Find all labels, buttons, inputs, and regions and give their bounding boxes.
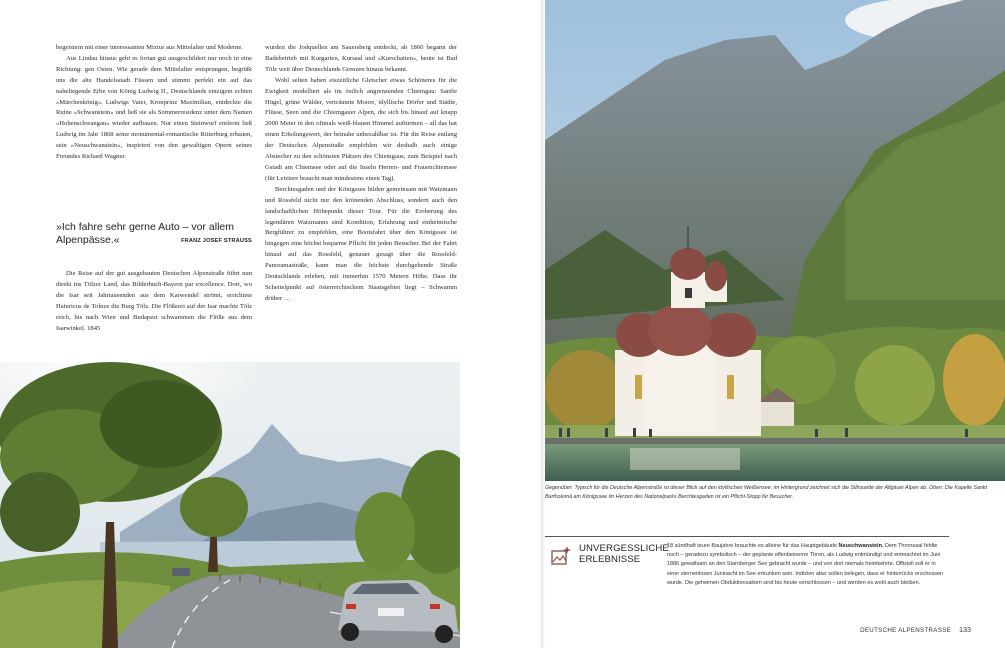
- left-column-2: [265, 43, 457, 305]
- paragraph: Aus Lindau hinaus geht es fortan gut ausgeschildert nur noch in eine Richtung: gen Osten. Wie gerade dem Mittelalter entsprungen, begrüßt uns die alte Handelsstadt Füssen und stimmt perfekt ein auf das naheliegende Erbe von König Ludwig II., Deutschlands einzigem echten »Märchenkönig«. Ludwigs Vater, Kronprinz Maximilian, entdeckte die Ruine »Schwanstein« und ließ sie als Sommerresidenz unter dem Namen »Hohenschwangau« wieder aufbauen. Nur einen Steinwurf entfernt ließ Ludwig im Jahr 1868 seine monumental-romantische Ritterburg erbauen, sein »Neuschwanstein«, inspiriert von den gewaltigen Opern seines Freundes Richard Wagner.: [56, 54, 252, 161]
- experience-box-text: [667, 542, 949, 588]
- left-column-1-bottom: [56, 269, 252, 334]
- paragraph: wurden die Jodquellen am Sauersberg entdeckt, ab 1860 begann der Badebetrieb mit Kurgarten, Kursaal und »Kurschatten«, heute ist Bad Tölz weit über Deutschlands Grenzen hinaus bekannt.: [265, 44, 457, 73]
- road-landscape-illustration: [0, 362, 460, 648]
- weissensee-road-photo: [0, 362, 460, 648]
- quote-text: »Ich fahre sehr gerne Auto – vor allem Alpenpässe.«: [56, 221, 235, 246]
- paragraph: Die Reise auf der gut ausgebauten Deutschen Alpenstraße führt nun direkt ins Tölzer Land, das Bilderbuch-Bayern par excellence. Dort, wo die Isar seit Jahrtausenden aus dem Karwendel strömt, errichtete Hainricus de Tolnze die Burg Tölz. Die Flößerei auf der Isar machte Tölz reich, bis nach Wien und Budapest schwammen die Flöße aus dem Isarwinkel. 1845: [56, 270, 252, 332]
- experience-box-title: UNVERGESSLICHE ERLEBNISSE: [579, 543, 669, 565]
- page-number: 133: [959, 625, 971, 634]
- pull-quote: [56, 221, 252, 246]
- experience-text-part: Dem Thronsaal fehlte noch – geradezu symbolisch – der geplante elfenbeinerne Thron, als Ludwig entmündigt und entmachtet im Juni 1886 gewaltsam an den Starnberger See gebracht wurde – und von dort niemals heimkehrte. Offiziell soll er in einer sternenlosen Juninacht im See ertrunken sein. Indizien aber sollen belegen, dass er hinterrücks erschossen wurde. Die geheimen Obduktionsakten sind bis heute verschlossen – und werden es wohl auch bleiben.: [667, 543, 944, 586]
- chapel-landscape-illustration: [545, 0, 1005, 481]
- experience-highlight: Neuschwanstein.: [838, 543, 884, 549]
- page-folio: [860, 625, 971, 634]
- st-bartholomae-chapel-photo: [545, 0, 1005, 481]
- left-column-1-top: [56, 43, 252, 163]
- folio-section: DEUTSCHE ALPENSTRASSE: [860, 627, 951, 634]
- sparkle-frame-icon: [550, 545, 572, 567]
- paragraph: begeistern mit einer interessanten Mixtur aus Mittelalter und Moderne.: [56, 44, 243, 51]
- experience-text-part: 18 sündhaft teure Baujahre brauchte es alleine für das Hauptgebäude: [667, 543, 839, 549]
- paragraph: Berchtesgaden und der Königssee bilden gemeinsam mit Watzmann und Rossfeld nicht nur den krönenden Abschluss, sondern auch den landschaftlichen Höhepunkt dieser Tour. Für die Eroberung des legendären Watzmanns sind Kondition, Erfahrung und einheimische Bergführer zu empfehlen, eine Bootsfahrt über den Königssee ist hingegen eine höchst bequeme Pflicht für jeden Besucher. Bei der Fahrt hinauf auf das Rossfeld, genauer gesagt über die Rossfeld-Panoramastraße, kann man die höchste durchgehende Straße Deutschlands erleben, mit immerhin 1570 Metern Höhe. Dass ihr Scheitelpunkt auf österreichischem Staatsgebiet liegt – Schwamm drüber …: [265, 185, 457, 302]
- box-top-rule: [545, 536, 949, 537]
- quote-author: FRANZ JOSEF STRAUSS: [181, 238, 252, 244]
- paragraph: Wohl selten haben eiszeitliche Gletscher etwas Schöneres für die Ewigkeit modelliert als im östlich angrenzenden Chiemgau: Sanfte Hügel, grüne Wälder, verträumte Moore, idyllische Dörfer und Städte, Flüsse, Seen und die Chiemgauer Alpen, die sich bis hinauf auf knapp 2000 Meter in den oftmals weiß-blauen Himmel auftürmen – all das hat einen Erholungswert, der beinahe unbezahlbar ist. Für die Reise entlang der Deutschen Alpenstraße empfehlen wir deshalb auch einige Abstecher zu den schönsten Plätzen des Chiemgaus, zum Beispiel nach Gstadt am Chiemsee oder auf die Inseln Herren- und Frauenchiemsee (für Letztere braucht man mindestens einen Tag).: [265, 76, 457, 182]
- photo-caption: Gegenüber: Typisch für die Deutsche Alpenstraße ist dieser Blick auf den idyllischen Weißensee; im Hintergrund zeichnet sich die Silhouette der Allgäuer Alpen ab. Oben: Die Kapelle Sankt Bartholomä am Königssee im Herzen des Nationalparks Berchtesgaden ist ein Pflicht-Stopp für Besucher.: [545, 485, 988, 500]
